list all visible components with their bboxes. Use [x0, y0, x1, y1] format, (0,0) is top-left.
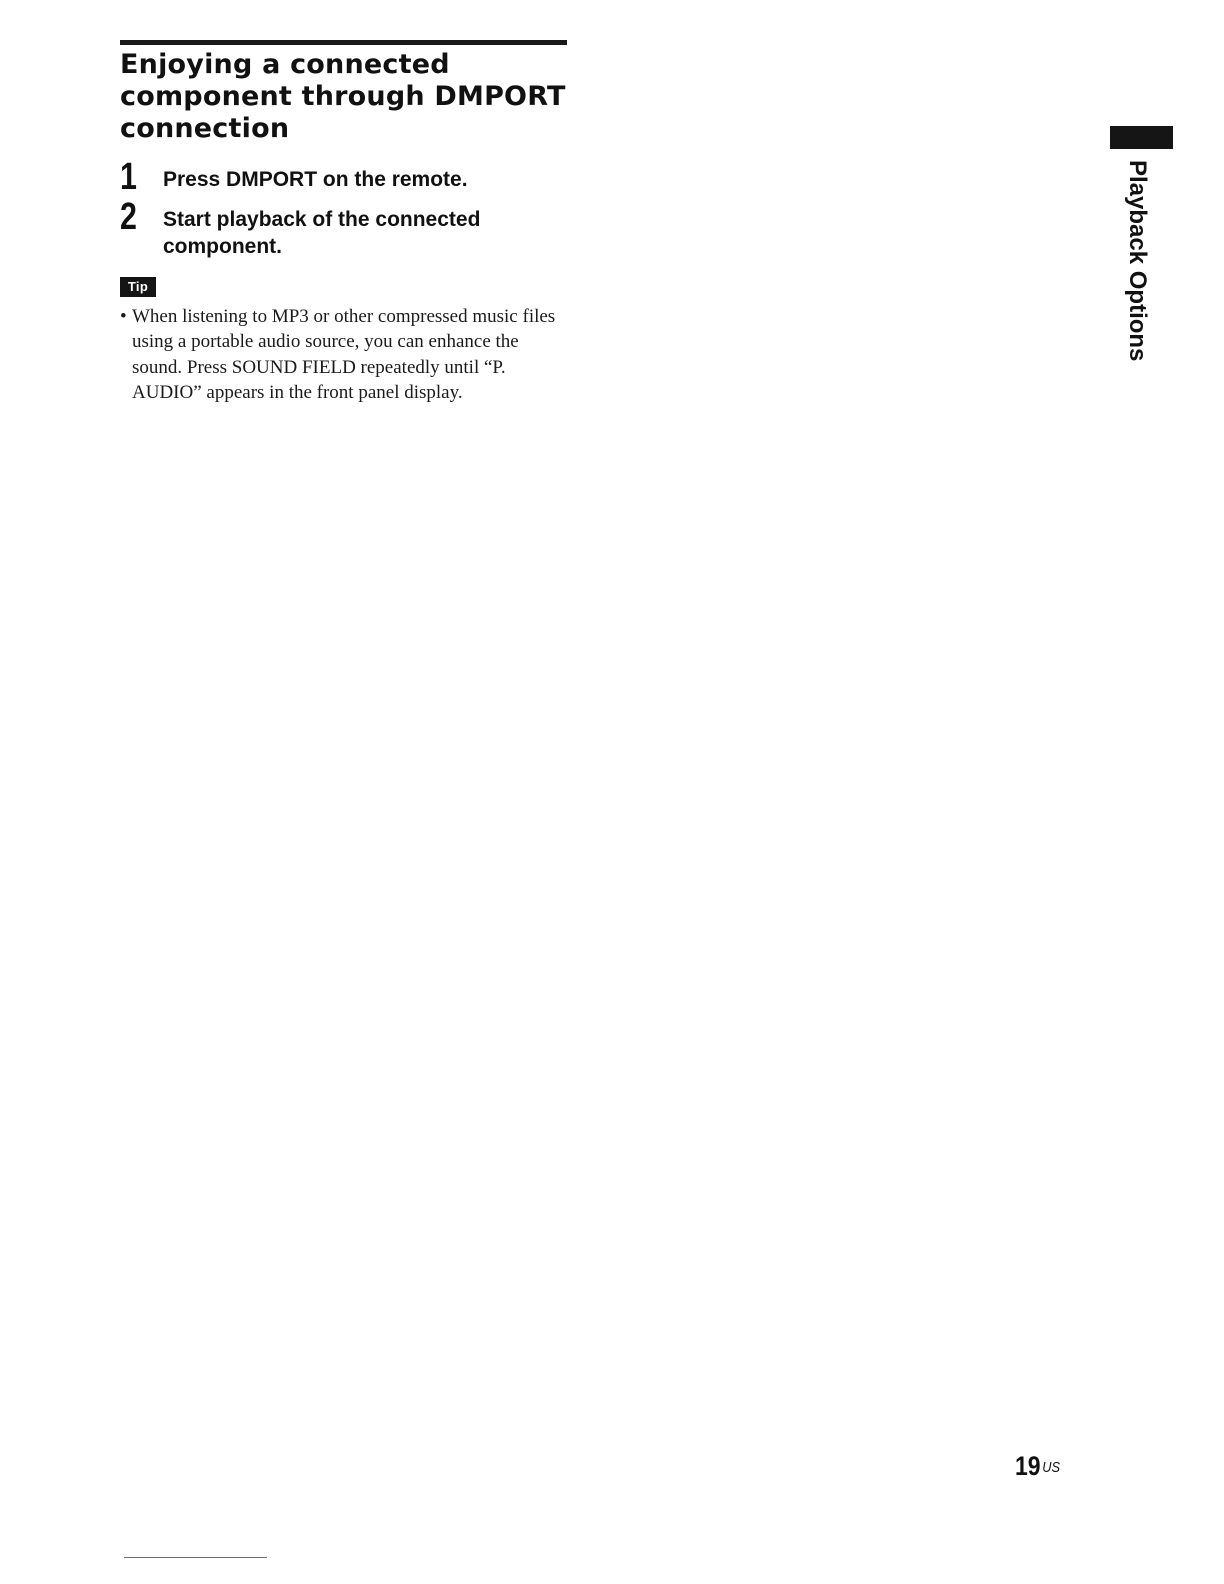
- page-number: [1015, 1451, 1060, 1481]
- page-number-suffix: US: [1042, 1459, 1060, 1476]
- section-divider: [120, 40, 567, 45]
- bullet-icon: •: [120, 306, 127, 327]
- step-text: Start playback of the connected component.: [163, 208, 481, 258]
- footer-divider: [124, 1557, 267, 1558]
- step-number: 2: [120, 196, 137, 238]
- side-tab-label: Playback Options: [1124, 160, 1151, 362]
- tip-badge: Tip: [120, 277, 156, 297]
- side-tab-marker: [1110, 126, 1173, 149]
- step-number: 1: [120, 156, 137, 198]
- tip-text: When listening to MP3 or other compressed music files using a portable audio source, you can enhance the sound. Press SOUND FIELD repeatedly until “P. AUDIO” appears in the front panel display.: [132, 306, 556, 403]
- section-title: Enjoying a connected component through DMPORT connection: [120, 49, 566, 144]
- step-text: Press DMPORT on the remote.: [163, 168, 468, 191]
- page-number-value: 19: [1015, 1451, 1041, 1481]
